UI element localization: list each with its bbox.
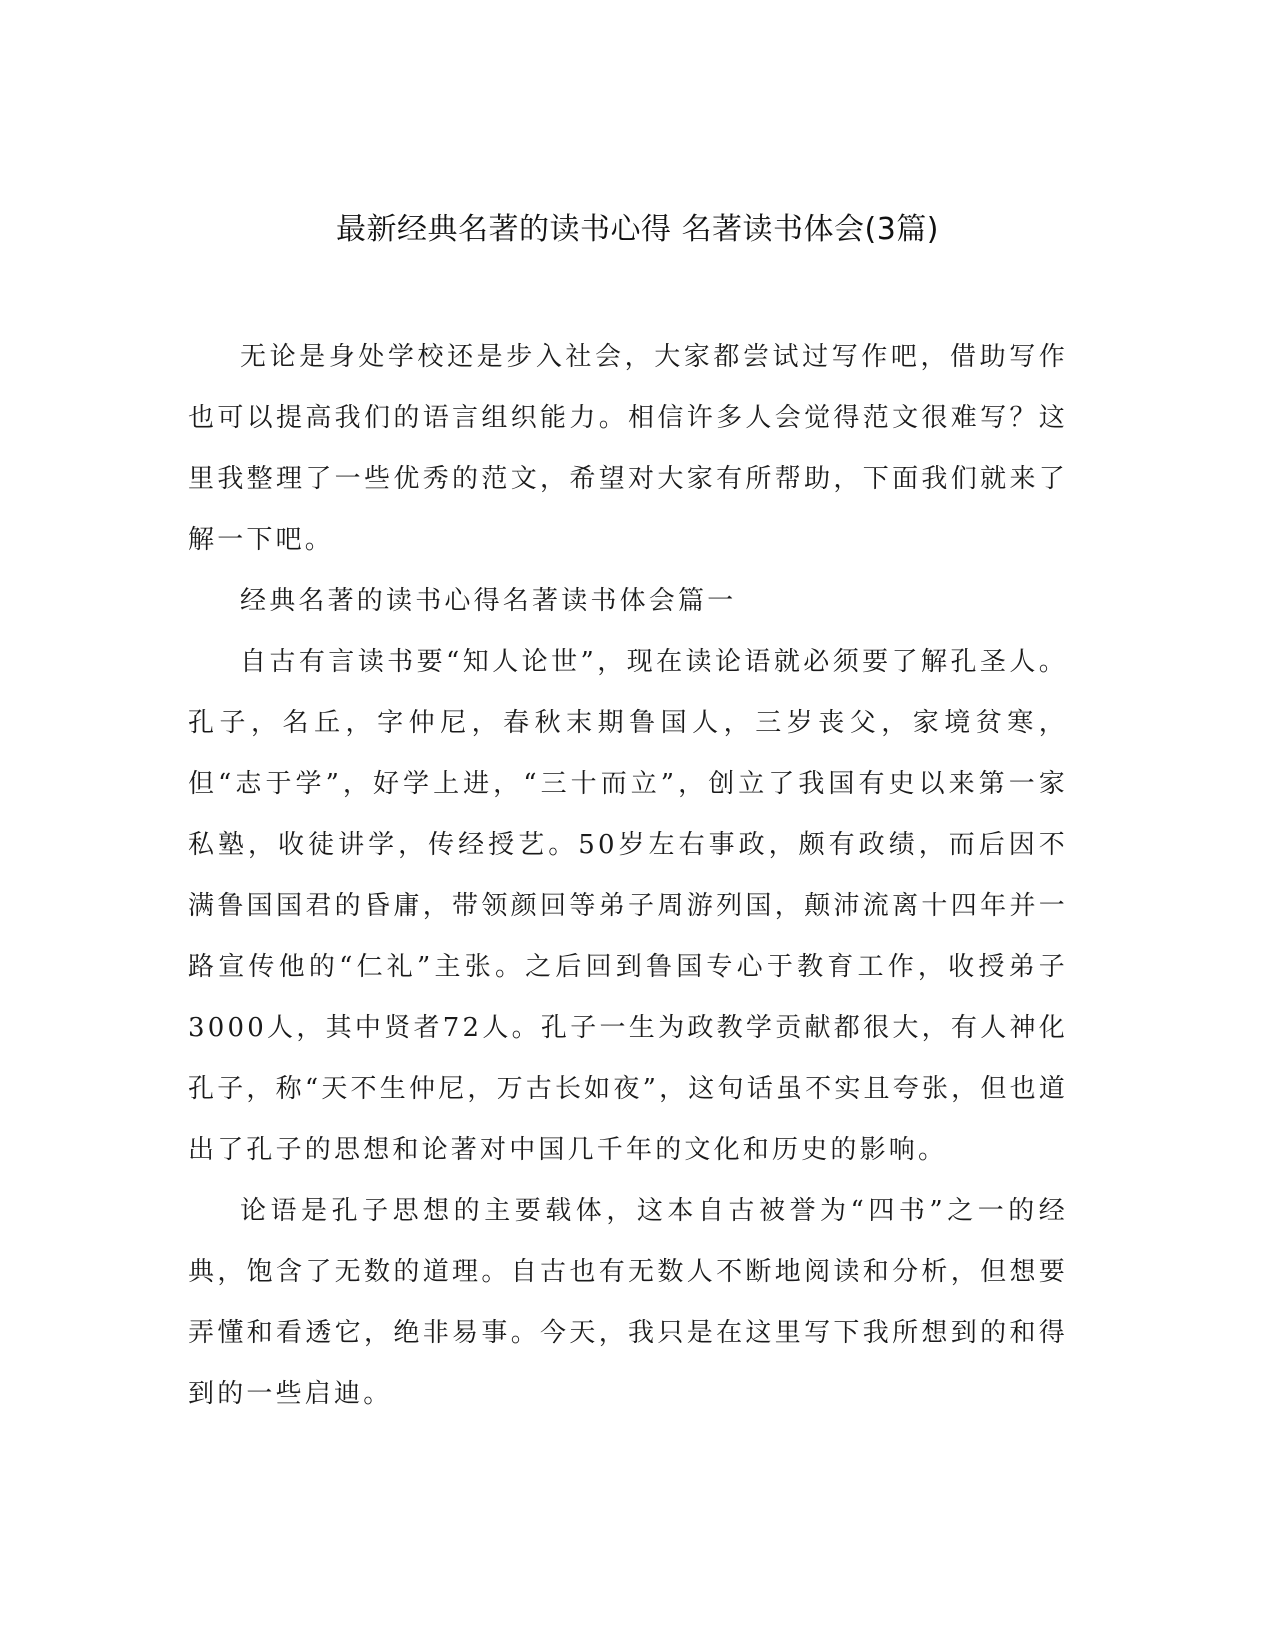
document-body <box>188 327 1068 1425</box>
section-heading: 经典名著的读书心得名著读书体会篇一 <box>240 586 737 616</box>
document-title: 最新经典名著的读书心得 名著读书体会(3篇) <box>335 212 940 247</box>
paragraph-intro: 无论是身处学校还是步入社会，大家都尝试过写作吧，借助写作也可以提高我们的语言组织能力。相信许多人会觉得范文很难写？这里我整理了一些优秀的范文，希望对大家有所帮助，下面我们就来了解一下吧。 <box>188 342 1068 555</box>
paragraph-confucius: 自古有言读书要“知人论世”，现在读论语就必须要了解孔圣人。孔子，名丘，字仲尼，春秋末期鲁国人，三岁丧父，家境贫寒，但“志于学”，好学上进，“三十而立”，创立了我国有史以来第一家私塾，收徒讲学，传经授艺。50岁左右事政，颇有政绩，而后因不满鲁国国君的昏庸，带领颜回等弟子周游列国，颠沛流离十四年并一路宣传他的“仁礼”主张。之后回到鲁国专心于教育工作，收授弟子3000人，其中贤者72人。孔子一生为政教学贡献都很大，有人神化孔子，称“天不生仲尼，万古长如夜”，这句话虽不实且夸张，但也道出了孔子的思想和论著对中国几千年的文化和历史的影响。 <box>188 647 1068 1165</box>
paragraph-analects: 论语是孔子思想的主要载体，这本自古被誉为“四书”之一的经典，饱含了无数的道理。自古也有无数人不断地阅读和分析，但想要弄懂和看透它，绝非易事。今天，我只是在这里写下我所想到的和得到的一些启迪。 <box>188 1196 1068 1409</box>
